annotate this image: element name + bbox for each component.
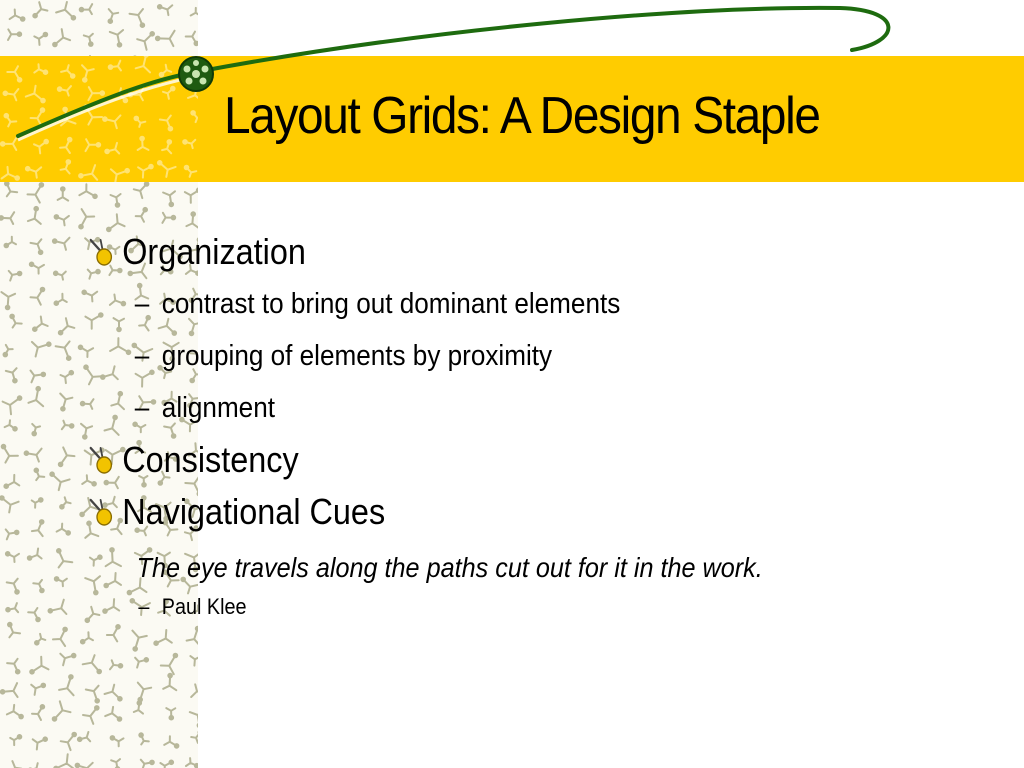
pattern-glyph — [31, 110, 43, 125]
pattern-glyph — [185, 190, 198, 203]
pattern-glyph — [28, 185, 42, 203]
pattern-glyph — [191, 8, 198, 17]
pattern-glyph — [3, 683, 18, 697]
attribution-text: Paul Klee — [161, 594, 247, 619]
pattern-glyph — [31, 290, 43, 305]
arrow-bullet-icon — [88, 497, 115, 527]
pattern-glyph — [61, 735, 74, 751]
pattern-glyph — [190, 656, 198, 666]
pattern-glyph — [4, 447, 18, 463]
dash-marker: – — [134, 288, 150, 320]
pattern-glyph — [160, 163, 176, 177]
pattern-glyph — [156, 630, 172, 643]
slide-title: Layout Grids: A Design Staple — [224, 87, 820, 145]
pattern-glyph — [83, 655, 100, 671]
sub-item — [88, 382, 898, 434]
dash-marker: – — [134, 392, 150, 424]
pattern-glyph — [59, 677, 74, 695]
sub-item-text: grouping of elements by proximity — [161, 340, 553, 372]
pattern-glyph — [2, 498, 19, 512]
pattern-glyph — [187, 629, 198, 646]
bullet-item-organization — [88, 226, 988, 434]
bullet-item-consistency — [88, 434, 988, 486]
pattern-glyph — [105, 707, 119, 719]
pattern-glyph — [81, 165, 97, 180]
pattern-glyph — [32, 657, 49, 672]
bullet-label: Navigational Cues — [122, 491, 386, 532]
sub-item-text: alignment — [161, 392, 275, 424]
dash-marker: – — [138, 594, 150, 619]
dash-marker: – — [134, 340, 150, 372]
pattern-glyph — [136, 56, 150, 72]
pattern-glyph — [137, 34, 152, 50]
pattern-glyph — [61, 318, 75, 333]
arrow-bullet-icon — [88, 237, 115, 267]
pattern-glyph — [61, 109, 76, 125]
pattern-glyph — [188, 61, 198, 73]
pattern-glyph — [130, 9, 144, 25]
bullet-label: Consistency — [122, 439, 299, 480]
pattern-glyph — [81, 209, 94, 227]
pattern-glyph — [26, 449, 41, 462]
sub-item — [88, 330, 898, 382]
pattern-glyph — [56, 2, 73, 18]
pattern-glyph — [53, 629, 65, 646]
sub-item — [88, 278, 898, 330]
pattern-glyph — [105, 685, 120, 699]
pattern-glyph — [52, 474, 70, 490]
pattern-glyph — [61, 447, 75, 464]
pattern-glyph — [132, 631, 146, 649]
pattern-glyph — [28, 209, 41, 224]
pattern-glyph — [56, 754, 73, 768]
pattern-glyph — [191, 684, 198, 697]
pattern-glyph — [86, 107, 102, 125]
quote-text: The eye travels along the paths cut out for it in the work. — [136, 552, 763, 583]
pattern-glyph — [55, 701, 71, 719]
pattern-glyph — [3, 398, 20, 414]
pattern-glyph — [134, 184, 147, 198]
pattern-glyph — [10, 761, 22, 768]
pattern-glyph — [28, 389, 43, 407]
title-band-texture — [0, 56, 198, 182]
pattern-glyph — [55, 29, 70, 44]
pattern-glyph — [190, 710, 198, 725]
pattern-dot — [144, 56, 148, 57]
pattern-glyph — [30, 763, 40, 768]
arrow-bullet-icon — [88, 445, 115, 475]
bullet-item-navigational-cues — [88, 486, 988, 622]
quote-attribution — [88, 592, 898, 622]
sub-item-text: contrast to bring out dominant elements — [161, 288, 621, 320]
pattern-glyph — [191, 732, 198, 743]
pattern-glyph — [161, 656, 176, 675]
sub-list — [88, 278, 988, 434]
pattern-glyph — [26, 86, 43, 101]
pattern-glyph — [83, 708, 97, 724]
bullet-label: Organization — [122, 231, 306, 272]
bullet-outline — [88, 226, 988, 622]
pattern-glyph — [105, 115, 121, 128]
pattern-glyph — [59, 551, 73, 568]
pattern-glyph — [79, 184, 95, 196]
pattern-glyph — [188, 89, 198, 102]
